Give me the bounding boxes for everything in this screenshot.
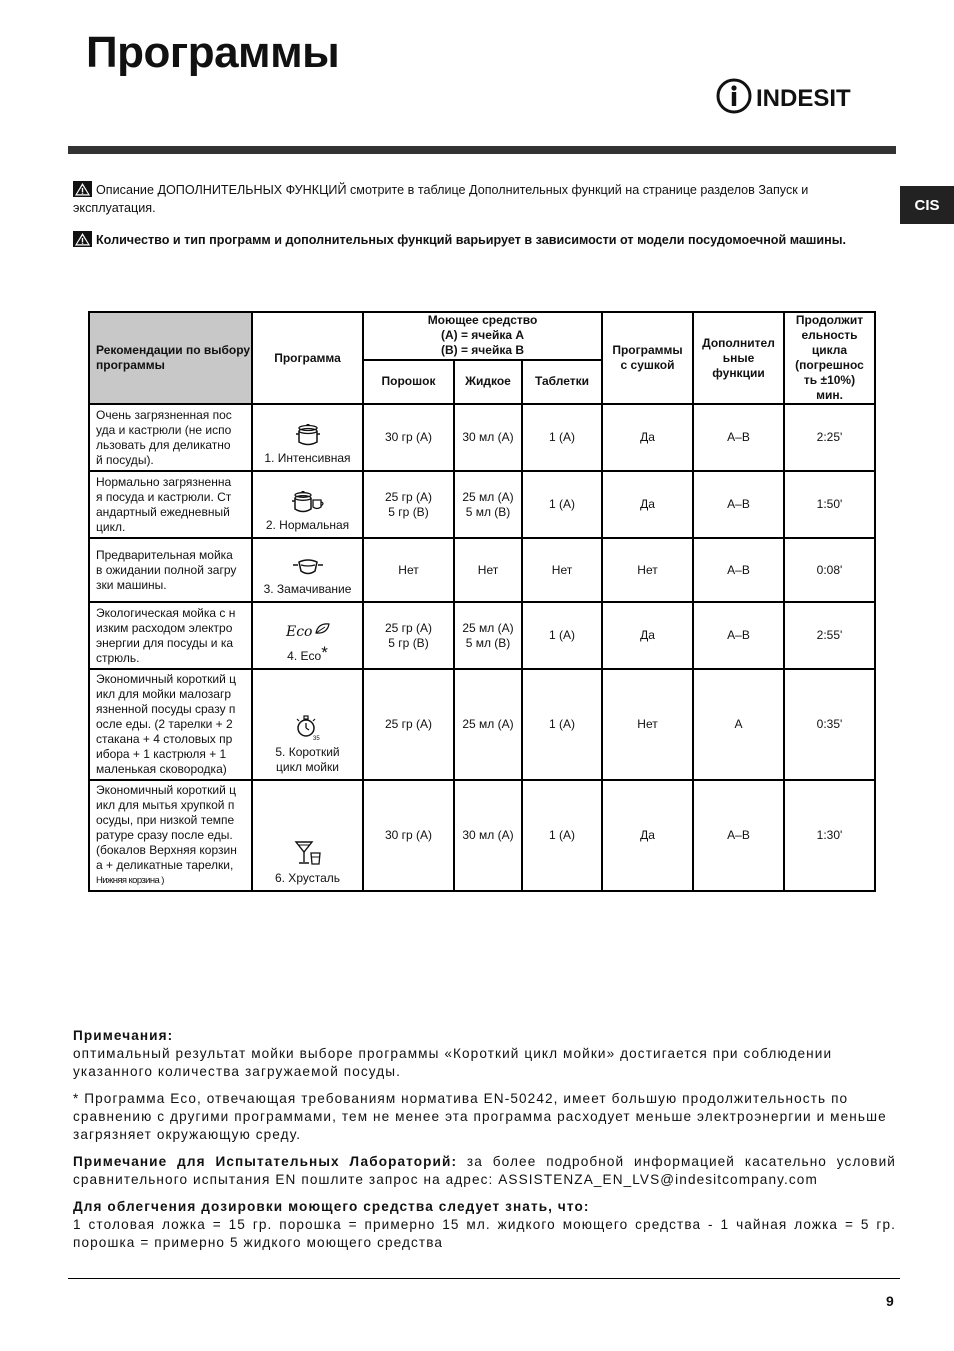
- warning-triangle-icon: [73, 181, 92, 197]
- row-description: Экологическая мойка с н изким расходом электро энергии для посуды и ка стрюль.: [89, 602, 252, 669]
- drying-cell: Да: [602, 602, 693, 669]
- program-cell: 35 5. Короткий цикл мойки: [252, 669, 363, 780]
- pot-cup-icon: [290, 490, 326, 514]
- duration-cell: 2:25': [784, 404, 875, 471]
- svg-text:35: 35: [312, 736, 320, 741]
- soak-bowl-icon: [291, 556, 325, 578]
- table-row: [89, 538, 875, 602]
- page-title: Программы: [86, 28, 340, 77]
- note-eco: * Программа Eco, отвечающая требованиям норматива EN-50242, имеет большую продолжительность по сравнению с другими программами, тем не менее эта программа расходует меньше электроэнергии и меньше загрязняет окружающую среду.: [73, 1091, 887, 1142]
- footer-rule: [68, 1278, 900, 1279]
- powder-cell: 25 гр (А) 5 гр (В): [363, 471, 454, 538]
- eco-leaf-icon: [285, 621, 331, 641]
- drying-cell: Нет: [602, 669, 693, 780]
- drying-cell: Да: [602, 780, 693, 891]
- warning-text-1: Описание ДОПОЛНИТЕЛЬНЫХ ФУНКЦИЙ смотрите в таблице Дополнительных функций на странице разделов Запуск и эксплуатация.: [73, 183, 809, 215]
- svg-text:Eco: Eco: [285, 624, 312, 640]
- header-rule: [68, 146, 896, 154]
- tablets-cell: 1 (А): [522, 404, 602, 471]
- indesit-logo: [716, 76, 866, 116]
- liquid-cell: 30 мл (А): [454, 404, 522, 471]
- row-description: Нормально загрязненна я посуда и кастрюли. Ст андартный ежедневный цикл.: [89, 471, 252, 538]
- header-tablets: Таблетки: [522, 360, 602, 404]
- drying-cell: Да: [602, 404, 693, 471]
- asterisk-mark: *: [321, 643, 328, 662]
- program-cell: 3. Замачивание: [252, 538, 363, 602]
- header-detergent: Моющее средство (А) = ячейка А (В) = ячейка В: [363, 312, 602, 360]
- table-row: [89, 471, 875, 538]
- duration-cell: 1:50': [784, 471, 875, 538]
- extra-cell: А–В: [693, 602, 784, 669]
- liquid-cell: Нет: [454, 538, 522, 602]
- header-extra-functions: Дополнител ьные функции: [693, 312, 784, 404]
- note-dosage: 1 столовая ложка = 15 гр. порошка = примерно 15 мл. жидкого моющего средства - 1 чайная ложка = 5 гр. порошка = примерно 5 жидкого моющего средства: [73, 1217, 896, 1250]
- header-drying: Программы с сушкой: [602, 312, 693, 404]
- duration-cell: 0:08': [784, 538, 875, 602]
- powder-cell: Нет: [363, 538, 454, 602]
- extra-cell: А–В: [693, 404, 784, 471]
- program-cell: 1. Интенсивная: [252, 404, 363, 471]
- tablets-cell: 1 (А): [522, 669, 602, 780]
- stopwatch-icon: [293, 713, 323, 741]
- page-number: 9: [886, 1293, 894, 1309]
- duration-cell: 0:35': [784, 669, 875, 780]
- row-description: Очень загрязненная пос уда и кастрюли (не испо льзовать для деликатно й посуды).: [89, 404, 252, 471]
- header-liquid: Жидкое: [454, 360, 522, 404]
- duration-cell: 2:55': [784, 602, 875, 669]
- table-row: [89, 780, 875, 891]
- header-powder: Порошок: [363, 360, 454, 404]
- drying-cell: Нет: [602, 538, 693, 602]
- notes-heading: Примечания:: [73, 1028, 174, 1043]
- note-labs: Примечание для Испытательных Лабораторий: за более подробной информацией касательно условий сравнительного испытания EN пошлите запрос на адрес: ASSISTENZA_EN_LVS@indesitcompany.com: [73, 1154, 897, 1187]
- extra-cell: А: [693, 669, 784, 780]
- table-row: [89, 404, 875, 471]
- powder-cell: 30 гр (А): [363, 404, 454, 471]
- powder-cell: 25 гр (А) 5 гр (В): [363, 602, 454, 669]
- header-recommendation: Рекомендации по выбору программы: [89, 312, 252, 404]
- powder-cell: 30 гр (А): [363, 780, 454, 891]
- brand-name: INDESIT: [756, 85, 851, 112]
- warning-note-1: [73, 181, 863, 217]
- tablets-cell: 1 (А): [522, 780, 602, 891]
- header-duration: Продолжит ельность цикла (погрешнос ть ±10%) мин.: [784, 312, 875, 404]
- note-short-cycle: оптимальный результат мойки выборе программы «Короткий цикл мойки» достигается при соблюдении указанного количества загружаемой посуды.: [73, 1046, 833, 1079]
- extra-cell: А–В: [693, 780, 784, 891]
- liquid-cell: 25 мл (А) 5 мл (В): [454, 602, 522, 669]
- notes-section: [73, 1027, 896, 1252]
- extra-cell: А–В: [693, 471, 784, 538]
- extra-cell: А–В: [693, 538, 784, 602]
- glass-icon: [293, 839, 323, 867]
- powder-cell: 25 гр (А): [363, 669, 454, 780]
- table-row: [89, 602, 875, 669]
- row-description: Предварительная мойка в ожидании полной загру зки машины.: [89, 538, 252, 602]
- note-dosage-heading: Для облегчения дозировки моющего средства следует знать, что:: [73, 1199, 590, 1214]
- program-cell: Eco 4. Eco*: [252, 602, 363, 669]
- drying-cell: Да: [602, 471, 693, 538]
- programs-table: [88, 311, 876, 892]
- program-cell: 6. Хрусталь: [252, 780, 363, 891]
- header-program: Программа: [252, 312, 363, 404]
- liquid-cell: 25 мл (А): [454, 669, 522, 780]
- warning-triangle-icon: [73, 231, 92, 247]
- duration-cell: 1:30': [784, 780, 875, 891]
- tablets-cell: Нет: [522, 538, 602, 602]
- warning-note-2: [73, 231, 863, 249]
- liquid-cell: 30 мл (А): [454, 780, 522, 891]
- tablets-cell: 1 (А): [522, 471, 602, 538]
- row-description: Экономичный короткий ц икл для мытья хрупкой п осуды, при низкой темпе ратуре сразу после еды. (бокалов Верхняя корзин а + деликатные тарелки, Нижняя корзина ): [89, 780, 252, 891]
- program-cell: 2. Нормальная: [252, 471, 363, 538]
- warning-text-2: Количество и тип программ и дополнительных функций варьирует в зависимости от модели посудомоечной машины.: [96, 233, 846, 247]
- table-row: [89, 669, 875, 780]
- liquid-cell: 25 мл (А) 5 мл (В): [454, 471, 522, 538]
- tablets-cell: 1 (А): [522, 602, 602, 669]
- pot-lid-icon: [294, 423, 322, 447]
- language-tab: CIS: [900, 186, 954, 224]
- row-description: Экономичный короткий ц икл для мойки малозагр язненной посуды сразу п осле еды. (2 тарелки + 2 стакана + 4 столовых пр ибора + 1 кастрюля + 1 маленькая сковородка): [89, 669, 252, 780]
